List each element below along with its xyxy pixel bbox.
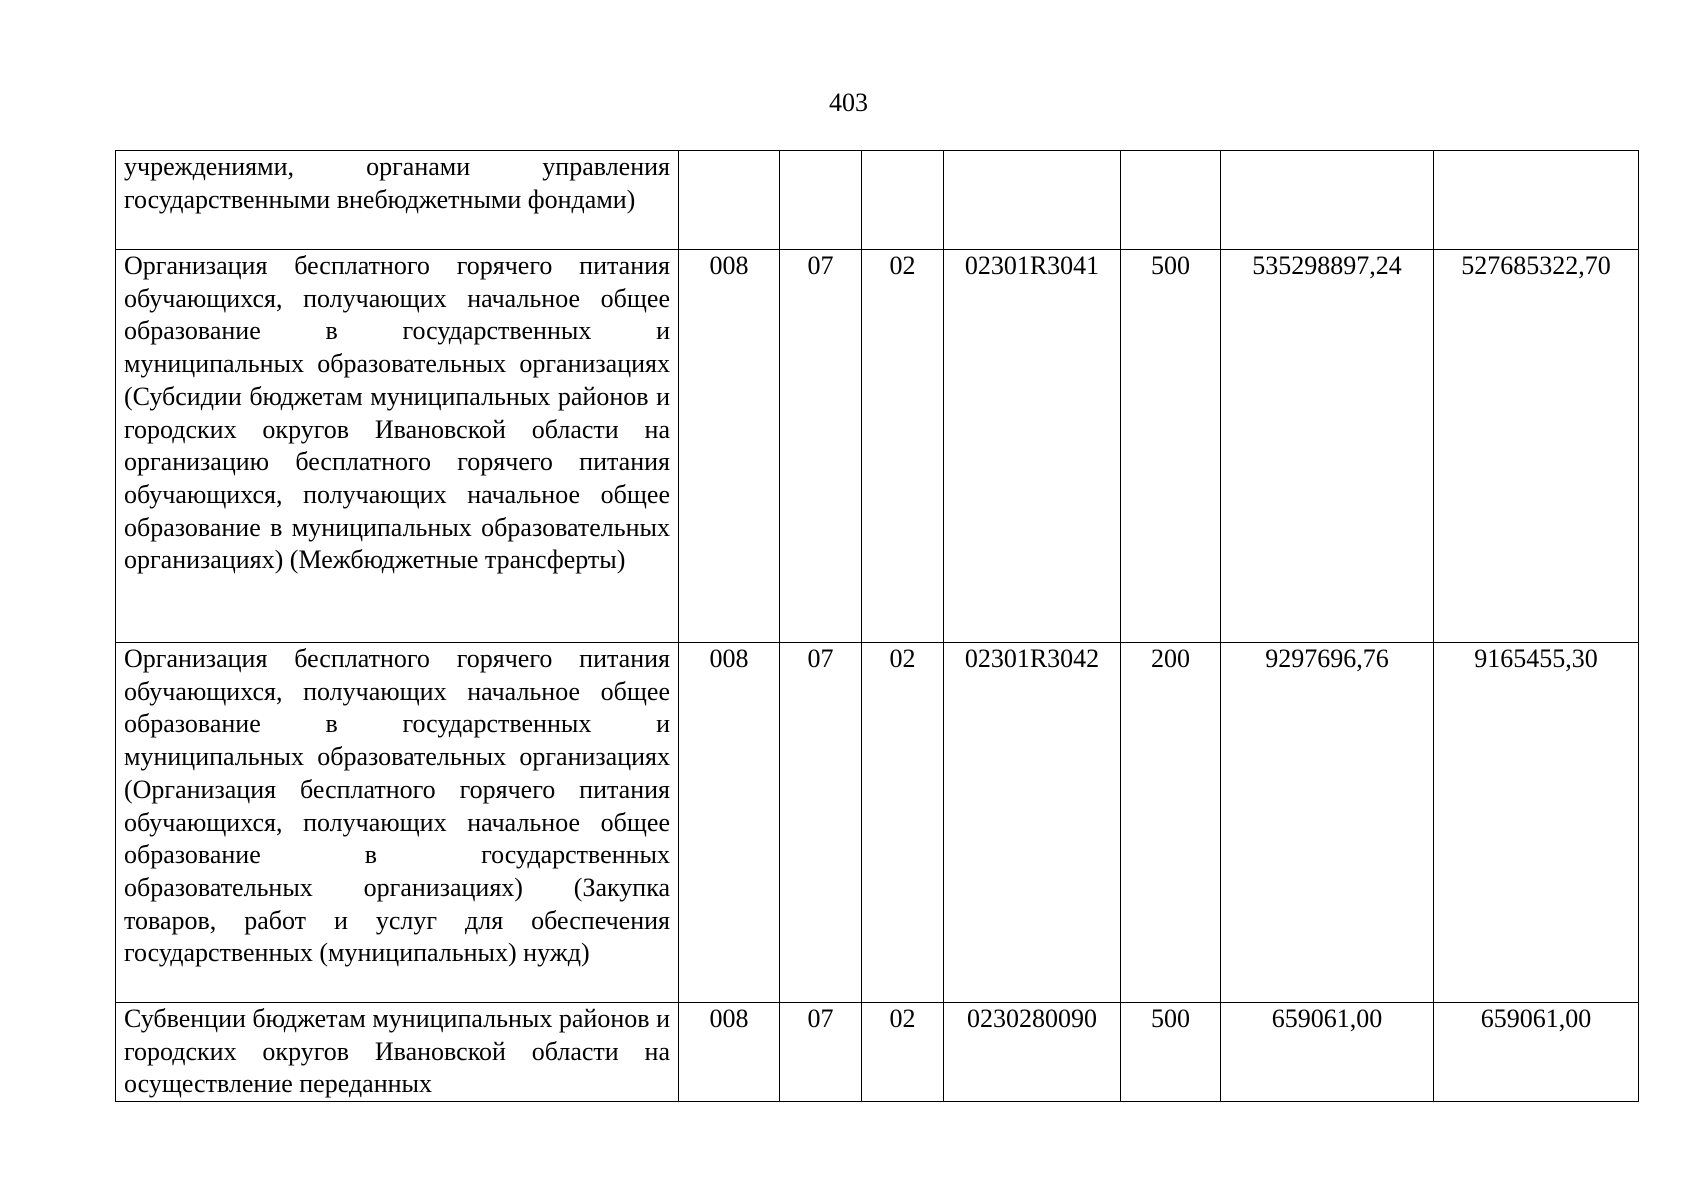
- subsection-code: 02: [862, 250, 944, 643]
- target-article-code: 02301R3041: [944, 250, 1121, 643]
- amount-year1: 9297696,76: [1221, 643, 1434, 1003]
- table-row: [116, 1003, 1639, 1102]
- subsection-code: 02: [862, 643, 944, 1003]
- table-row: [116, 250, 1639, 643]
- row-description: Организация бесплатного горячего питания обучающихся, получающих начальное общее образование в государственных и муниципальных образовательных организациях (Субсидии бюджетам муниципальных районов и городских округов Ивановской области на организацию бесплатного горячего питания обучающихся, получающих начальное общее образование в муниципальных образовательных организациях) (Межбюджетные трансферты): [116, 250, 679, 643]
- ministry-code: 008: [679, 250, 780, 643]
- row-description: учреждениями, органами управления государственными внебюджетными фондами): [116, 151, 679, 250]
- row-description: Организация бесплатного горячего питания обучающихся, получающих начальное общее образование в государственных и муниципальных образовательных организациях (Организация бесплатного горячего питания обучающихся, получающих начальное общее образование в государственных образовательных организациях) (Закупка товаров, работ и услуг для обеспечения государственных (муниципальных) нужд): [116, 643, 679, 1003]
- ministry-code: [679, 151, 780, 250]
- section-code: 07: [780, 643, 862, 1003]
- section-code: 07: [780, 250, 862, 643]
- amount-year2: 9165455,30: [1434, 643, 1639, 1003]
- amount-year1: [1221, 151, 1434, 250]
- ministry-code: 008: [679, 1003, 780, 1102]
- page-number: 403: [829, 88, 868, 117]
- row-description: Субвенции бюджетам муниципальных районов и городских округов Ивановской области на осуществление переданных: [116, 1003, 679, 1102]
- subsection-code: [862, 151, 944, 250]
- amount-year1: 659061,00: [1221, 1003, 1434, 1102]
- budget-table: [115, 150, 1639, 1102]
- target-article-code: [944, 151, 1121, 250]
- table-row: [116, 151, 1639, 250]
- expense-type-code: [1121, 151, 1221, 250]
- expense-type-code: 500: [1121, 250, 1221, 643]
- ministry-code: 008: [679, 643, 780, 1003]
- amount-year2: 527685322,70: [1434, 250, 1639, 643]
- amount-year1: 535298897,24: [1221, 250, 1434, 643]
- amount-year2: 659061,00: [1434, 1003, 1639, 1102]
- expense-type-code: 200: [1121, 643, 1221, 1003]
- amount-year2: [1434, 151, 1639, 250]
- subsection-code: 02: [862, 1003, 944, 1102]
- section-code: 07: [780, 1003, 862, 1102]
- section-code: [780, 151, 862, 250]
- expense-type-code: 500: [1121, 1003, 1221, 1102]
- target-article-code: 0230280090: [944, 1003, 1121, 1102]
- target-article-code: 02301R3042: [944, 643, 1121, 1003]
- table-row: [116, 643, 1639, 1003]
